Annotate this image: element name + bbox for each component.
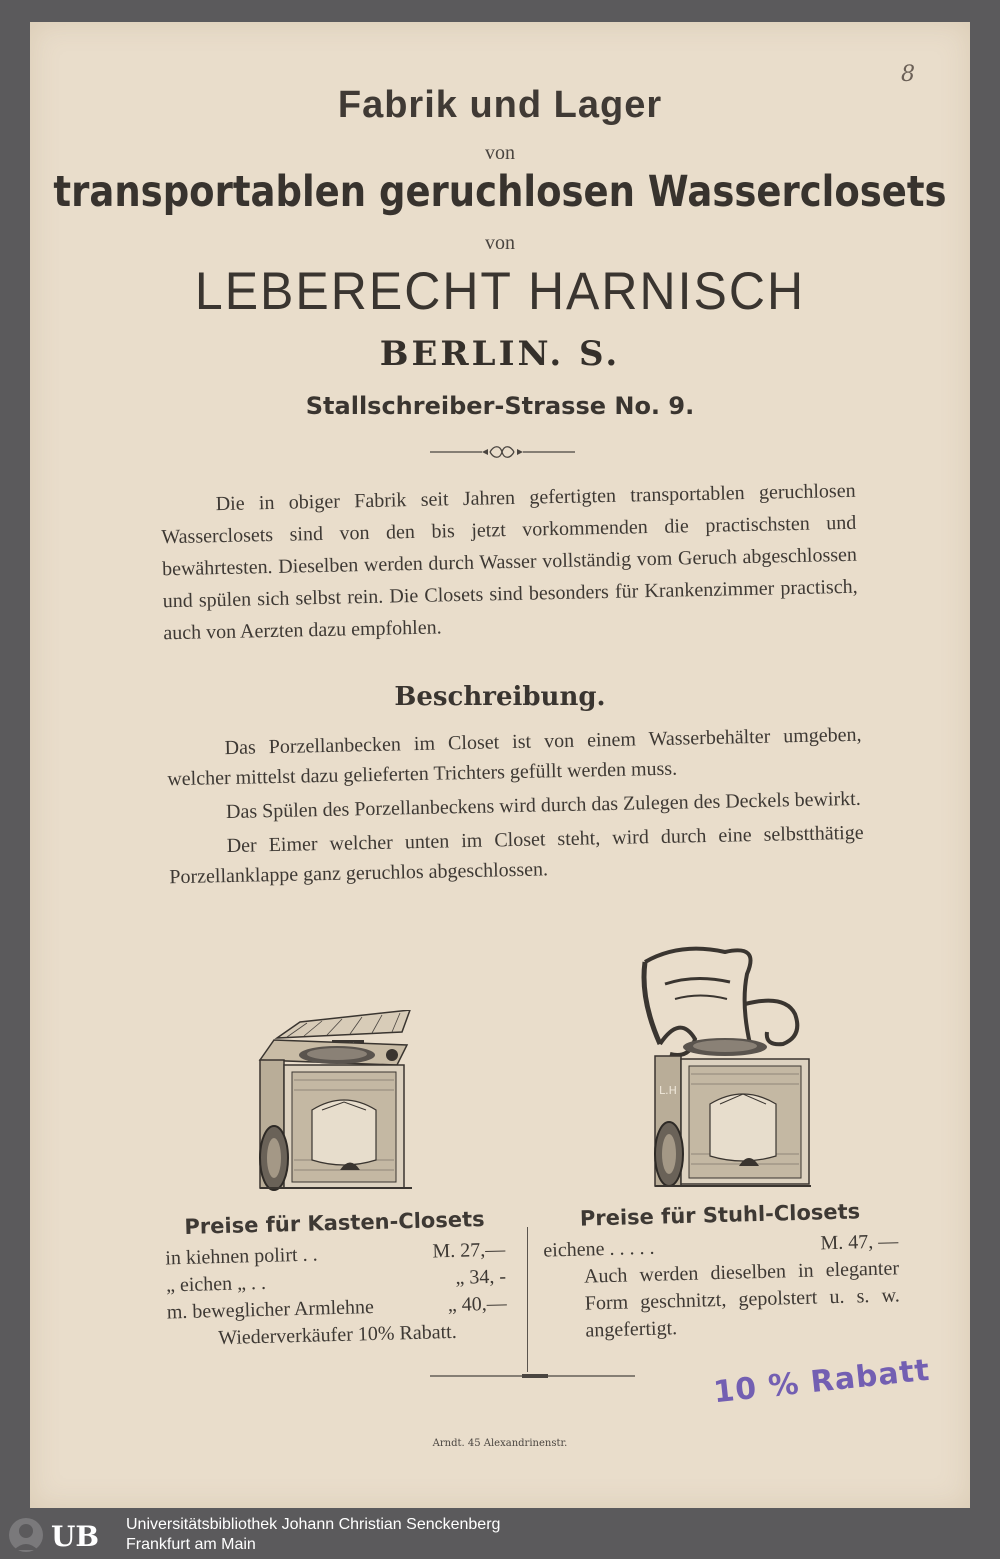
bottom-divider bbox=[430, 1372, 635, 1380]
box-closet-prices-heading: Preise für Kasten-Closets bbox=[184, 1207, 485, 1239]
box-closet-illustration bbox=[252, 1010, 417, 1195]
price-label: m. beweglicher Armlehne bbox=[166, 1296, 375, 1324]
company-name: LEBERECHT HARNISCH bbox=[194, 261, 806, 321]
reseller-discount-note: Wiederverkäufer 10% Rabatt. bbox=[217, 1320, 457, 1350]
library-name-line-2: Frankfurt am Main bbox=[126, 1535, 256, 1553]
library-logo-text: UB bbox=[51, 1519, 100, 1553]
von-line-2: von bbox=[485, 232, 515, 254]
description-body bbox=[166, 720, 864, 897]
price-value: M. 27,— bbox=[432, 1238, 506, 1263]
library-name-line-1: Universitätsbibliothek Johann Christian Senckenberg bbox=[126, 1515, 501, 1533]
ornament-divider bbox=[430, 442, 575, 462]
von-line-1: von bbox=[485, 142, 515, 164]
column-divider bbox=[527, 1227, 528, 1372]
price-value: „ 40,— bbox=[447, 1292, 507, 1317]
chair-closet-prices-heading: Preise für Stuhl-Closets bbox=[579, 1199, 861, 1231]
chair-closet-prices bbox=[542, 1197, 901, 1345]
price-value: „ 34, - bbox=[455, 1265, 507, 1289]
title-line-2: transportablen geruchlosen Wasserclosets bbox=[53, 166, 947, 217]
description-paragraph: Das Porzellanbecken im Closet ist von einem Wasserbehälter umgeben, welcher mittelst dazu gelieferten Trichters gefüllt werden muss. bbox=[167, 723, 862, 791]
price-label: „ eichen „ . . bbox=[165, 1271, 267, 1297]
custom-form-note: Auch werden dieselben in eleganter Form geschnitzt, gepolstert u. s. w. angefertigt. bbox=[583, 1257, 900, 1342]
library-footer bbox=[0, 1510, 1000, 1559]
document-page bbox=[30, 22, 970, 1508]
printer-imprint: Arndt. 45 Alexandrinenstr. bbox=[432, 1438, 568, 1449]
city-name: BERLIN. S. bbox=[379, 334, 621, 374]
box-closet-prices bbox=[164, 1206, 508, 1354]
discount-stamp: 10 % Rabatt bbox=[711, 1352, 932, 1411]
title-line-1: Fabrik und Lager bbox=[337, 84, 663, 126]
description-heading: Beschreibung. bbox=[394, 682, 606, 712]
chair-monogram: L.H bbox=[659, 1084, 677, 1097]
price-label: eichene . . . . . bbox=[543, 1236, 655, 1262]
intro-paragraph: Die in obiger Fabrik seit Jahren gefertigten transportablen geruchlosen Wasserclosets sind von den bis jetzt vorkommenden die practischsten und bewährtesten. Dieselben werden durch Wasser vollständig vom Geruch abgeschlossen und spülen sich selbst rein. Die Closets sind besonders für Krankenzimmer practisch, auch von Aerzten dazu empfohlen. bbox=[161, 479, 858, 645]
description-paragraph: Das Spülen des Porzellanbeckens wird durch das Zulegen des Deckels bewirkt. bbox=[225, 787, 861, 824]
street-address: Stallschreiber-Strasse No. 9. bbox=[305, 392, 695, 420]
library-name bbox=[126, 1515, 500, 1555]
library-logo-icon bbox=[6, 1514, 116, 1556]
page-number: 8 bbox=[901, 62, 915, 87]
chair-closet-illustration bbox=[635, 944, 815, 1189]
price-label: in kiehnen polirt . . bbox=[165, 1243, 318, 1270]
description-paragraph: Der Eimer welcher unten im Closet steht, wird durch eine selbstthätige Porzellanklappe ganz geruchlos abgeschlossen. bbox=[169, 821, 864, 889]
price-value: M. 47, — bbox=[820, 1230, 899, 1255]
